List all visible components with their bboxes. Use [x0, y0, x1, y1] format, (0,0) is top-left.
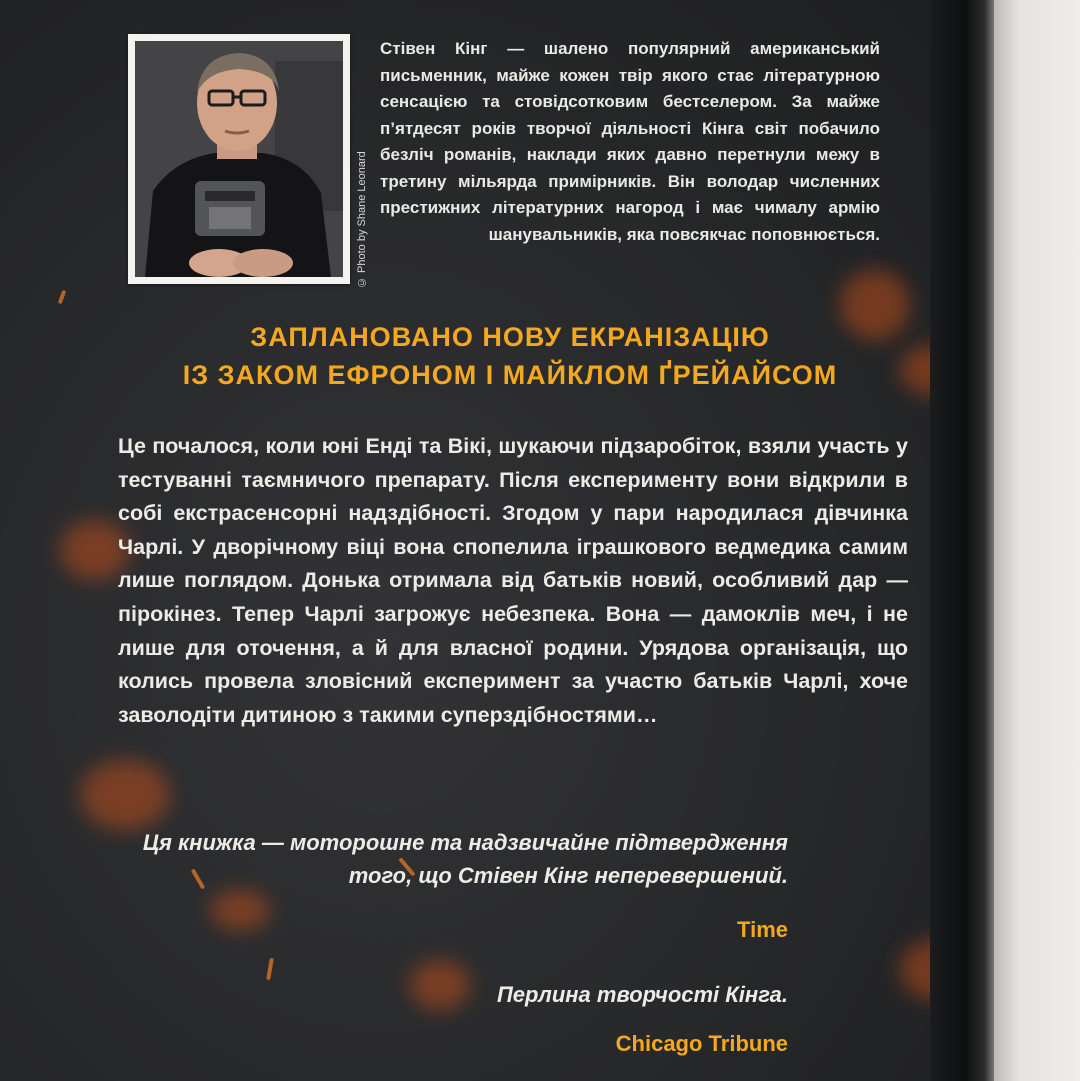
photo-credit: © Photo by Shane Leonard — [356, 151, 368, 288]
portrait-illustration — [135, 41, 343, 277]
ember-glow — [80, 760, 170, 830]
background-surface — [994, 0, 1080, 1081]
book-spine-edge — [930, 0, 994, 1081]
quote-2-source: Chicago Tribune — [615, 1031, 788, 1056]
author-bio: Стівен Кінг — шалено популярний американський письменник, майже кожен твір якого стає літературною сенсацією та стовідсотковим бестселером. За майже п’ятдесят років творчої діяльності Кінга світ побачило безліч романів, наклади яких давно перетнули межу в третину мільярда примірників. Він володар численних престижних літературних нагород і має чималу армію шанувальників, яка повсякчас поповнюється. — [380, 39, 880, 244]
ember-streak — [58, 290, 67, 305]
quote-1-line-1: Ця книжка — моторошне та надзвичайне підтвердження — [142, 830, 788, 855]
review-quote-1 — [0, 826, 788, 892]
review-quote-2: Перлина творчості Кінга. — [496, 982, 788, 1007]
ember-streak — [266, 958, 274, 980]
headline-line-1: ЗАПЛАНОВАНО НОВУ ЕКРАНІЗАЦІЮ — [250, 322, 770, 352]
ember-glow — [210, 890, 270, 930]
headline — [150, 318, 870, 394]
author-photo — [128, 34, 350, 284]
headline-line-2: ІЗ ЗАКОМ ЕФРОНОМ І МАЙКЛОМ ҐРЕЙАЙСОМ — [182, 360, 838, 390]
quote-1-line-2: того, що Стівен Кінг неперевершений. — [348, 863, 788, 888]
synopsis: Це почалося, коли юні Енді та Вікі, шукаючи підзаробіток, взяли участь у тестуванні таємничого препарату. Після експерименту вони відкрили в собі екстрасенсорні надздібності. Згодом у пари народилася дівчинка Чарлі. У дворічному віці вона спопелила іграшкового ведмедика самим лише поглядом. Донька отримала від батьків новий, особливий дар — пірокінез. Тепер Чарлі загрожує небезпека. Вона — дамоклів меч, і не лише для оточення, а й для власної родини. Урядова організація, що колись провела зловісний експеримент за участю батьків Чарлі, хоче заволодіти дитиною з такими суперздібностями… — [118, 434, 908, 727]
quote-1-source: Time — [737, 917, 788, 942]
author-portrait-image — [135, 41, 343, 277]
